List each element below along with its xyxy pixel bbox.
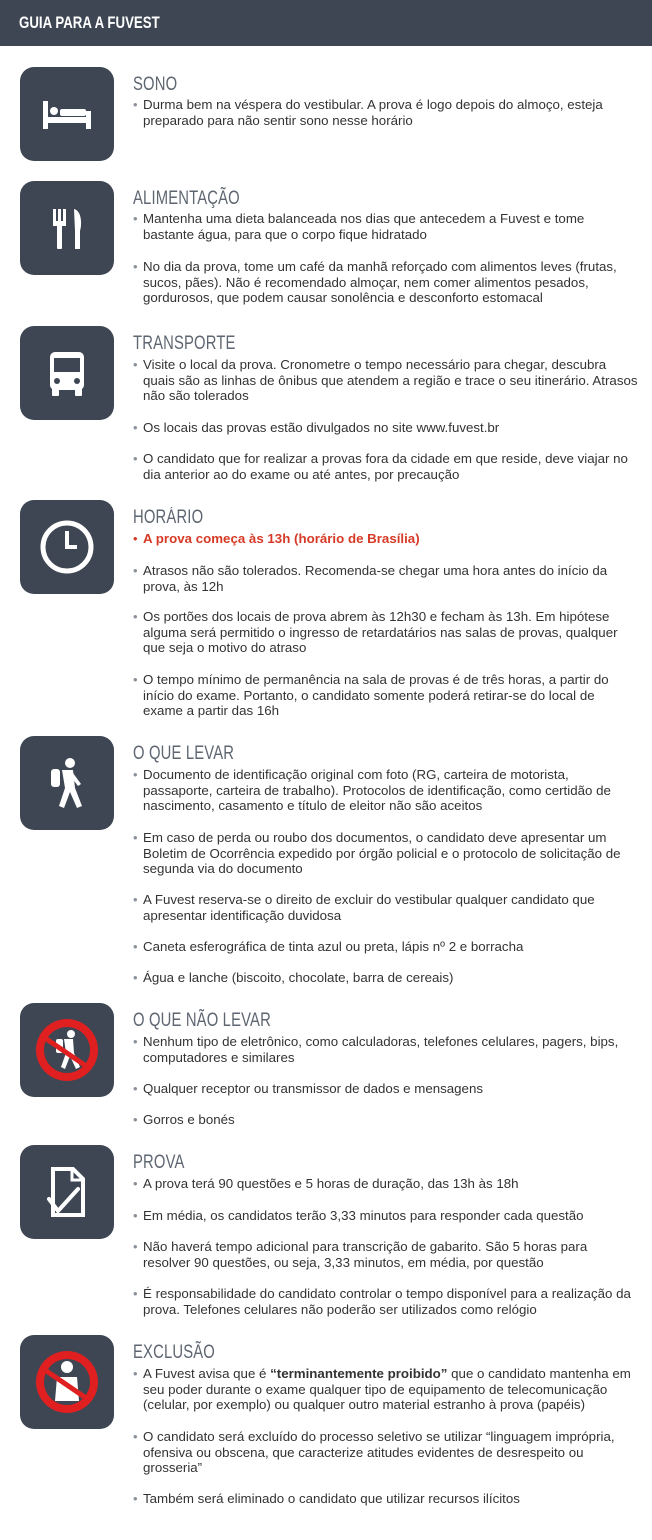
list-item: • Também será eliminado o candidato que utilizar recursos ilícitos bbox=[133, 1491, 520, 1506]
list-item: • É responsabilidade do candidato controlar o tempo disponível para a realização da prova. Telefones celulares não poderão ser utilizados como relógio bbox=[133, 1286, 631, 1317]
section-icon-sono bbox=[20, 67, 114, 161]
section-icon-o-que-nao-levar bbox=[20, 1003, 114, 1097]
list-item: • Os portões dos locais de prova abrem às 12h30 e fecham às 13h. Em hipótese alguma será permitido o ingresso de retardatários nas salas de provas, qualquer que seja o motivo do atraso bbox=[133, 609, 618, 656]
section-icon-exclusao bbox=[20, 1335, 114, 1429]
list-item: • Água e lanche (biscoito, chocolate, barra de cereais) bbox=[133, 970, 454, 985]
bus-icon bbox=[20, 326, 114, 420]
fork-knife-icon bbox=[20, 181, 114, 275]
exam-sheet-icon bbox=[20, 1145, 114, 1239]
section-icon-prova bbox=[20, 1145, 114, 1239]
list-item: • O candidato que for realizar a provas fora da cidade em que reside, deve viajar no dia anterior ao do exame ou até antes, por precaução bbox=[133, 451, 628, 482]
section-icon-horario bbox=[20, 500, 114, 594]
highlight-item: • A prova começa às 13h (horário de Brasília) bbox=[133, 531, 420, 546]
list-item: • O tempo mínimo de permanência na sala de provas é de três horas, a partir do início do exame. Portanto, o candidato somente poderá retirar-se do local de exame a partir das 16h bbox=[133, 672, 609, 719]
list-item: • No dia da prova, tome um café da manhã reforçado com alimentos leves (frutas, sucos, pães). Não é recomendado almoçar, nem comer alimentos pesados, gordurosos, que podem causar sonolência e desconforto estomacal bbox=[133, 259, 617, 306]
list-item: • Os locais das provas estão divulgados no site www.fuvest.br bbox=[133, 420, 500, 435]
list-item: • Documento de identificação original com foto (RG, carteira de motorista, passaporte, carteira de trabalho). Protocolos de identificação, como certidão de nascimento, casamento e título de eleitor não são aceitos bbox=[133, 767, 611, 814]
list-item: • Não haverá tempo adicional para transcrição de gabarito. São 5 horas para resolver 90 questões, ou seja, 3,33 minutos, em média, por questão bbox=[133, 1239, 588, 1270]
page-title: GUIA PARA A FUVEST bbox=[19, 13, 160, 32]
section-title-prova: PROVA bbox=[133, 1152, 185, 1173]
page-header bbox=[0, 0, 652, 46]
list-item: • A Fuvest avisa que é “terminantemente proibido” que o candidato mantenha em seu poder durante o exame qualquer tipo de equipamento de telecomunicação (celular, por exemplo) ou qualquer outro material estranho à prova (papéis) bbox=[133, 1366, 631, 1413]
section-title-horario: HORÁRIO bbox=[133, 507, 204, 528]
list-item: • O candidato será excluído do processo seletivo se utilizar “linguagem imprópria, ofensiva ou obscena, que caracterize atitudes evidentes de desrespeito ou grosseria” bbox=[133, 1429, 615, 1476]
list-item: • Atrasos não são tolerados. Recomenda-se chegar uma hora antes do início da prova, às 12h bbox=[133, 563, 608, 594]
hiker-icon bbox=[20, 736, 114, 830]
clock-icon bbox=[20, 500, 114, 594]
section-title-transporte: TRANSPORTE bbox=[133, 333, 236, 354]
list-item: • Em média, os candidatos terão 3,33 minutos para responder cada questão bbox=[133, 1208, 584, 1223]
list-item: • Visite o local da prova. Cronometre o tempo necessário para chegar, descubra quais são as linhas de ônibus que atendem a região e trace o seu itinerário. Atrasos não são tolerados bbox=[133, 357, 638, 404]
section-title-o-que-nao-levar: O QUE NÃO LEVAR bbox=[133, 1010, 271, 1031]
section-title-alimentacao: ALIMENTAÇÃO bbox=[133, 188, 240, 209]
list-item: • Nenhum tipo de eletrônico, como calculadoras, telefones celulares, pagers, bips, computadores e similares bbox=[133, 1034, 619, 1065]
no-person-icon bbox=[20, 1335, 114, 1429]
section-title-o-que-levar: O QUE LEVAR bbox=[133, 743, 235, 764]
list-item: • Durma bem na véspera do vestibular. A prova é logo depois do almoço, esteja preparado para não sentir sono nesse horário bbox=[133, 97, 603, 128]
section-icon-alimentacao bbox=[20, 181, 114, 275]
list-item: • Qualquer receptor ou transmissor de dados e mensagens bbox=[133, 1081, 483, 1096]
list-item: • Gorros e bonés bbox=[133, 1112, 235, 1127]
section-title-sono: SONO bbox=[133, 74, 178, 95]
section-title-exclusao: EXCLUSÃO bbox=[133, 1342, 215, 1363]
list-item: • Em caso de perda ou roubo dos documentos, o candidato deve apresentar um Boletim de Ocorrência expedido por órgão policial e o protocolo de solicitação de segunda via do documento bbox=[133, 830, 621, 877]
list-item: • Mantenha uma dieta balanceada nos dias que antecedem a Fuvest e tome bastante água, para que o corpo fique hidratado bbox=[133, 211, 585, 242]
no-hiker-icon bbox=[20, 1003, 114, 1097]
list-item: • A Fuvest reserva-se o direito de excluir do vestibular qualquer candidato que apresentar identificação duvidosa bbox=[133, 892, 595, 923]
bed-icon bbox=[20, 67, 114, 161]
section-icon-transporte bbox=[20, 326, 114, 420]
section-icon-o-que-levar bbox=[20, 736, 114, 830]
list-item: • Caneta esferográfica de tinta azul ou preta, lápis nº 2 e borracha bbox=[133, 939, 524, 954]
list-item: • A prova terá 90 questões e 5 horas de duração, das 13h às 18h bbox=[133, 1176, 519, 1191]
